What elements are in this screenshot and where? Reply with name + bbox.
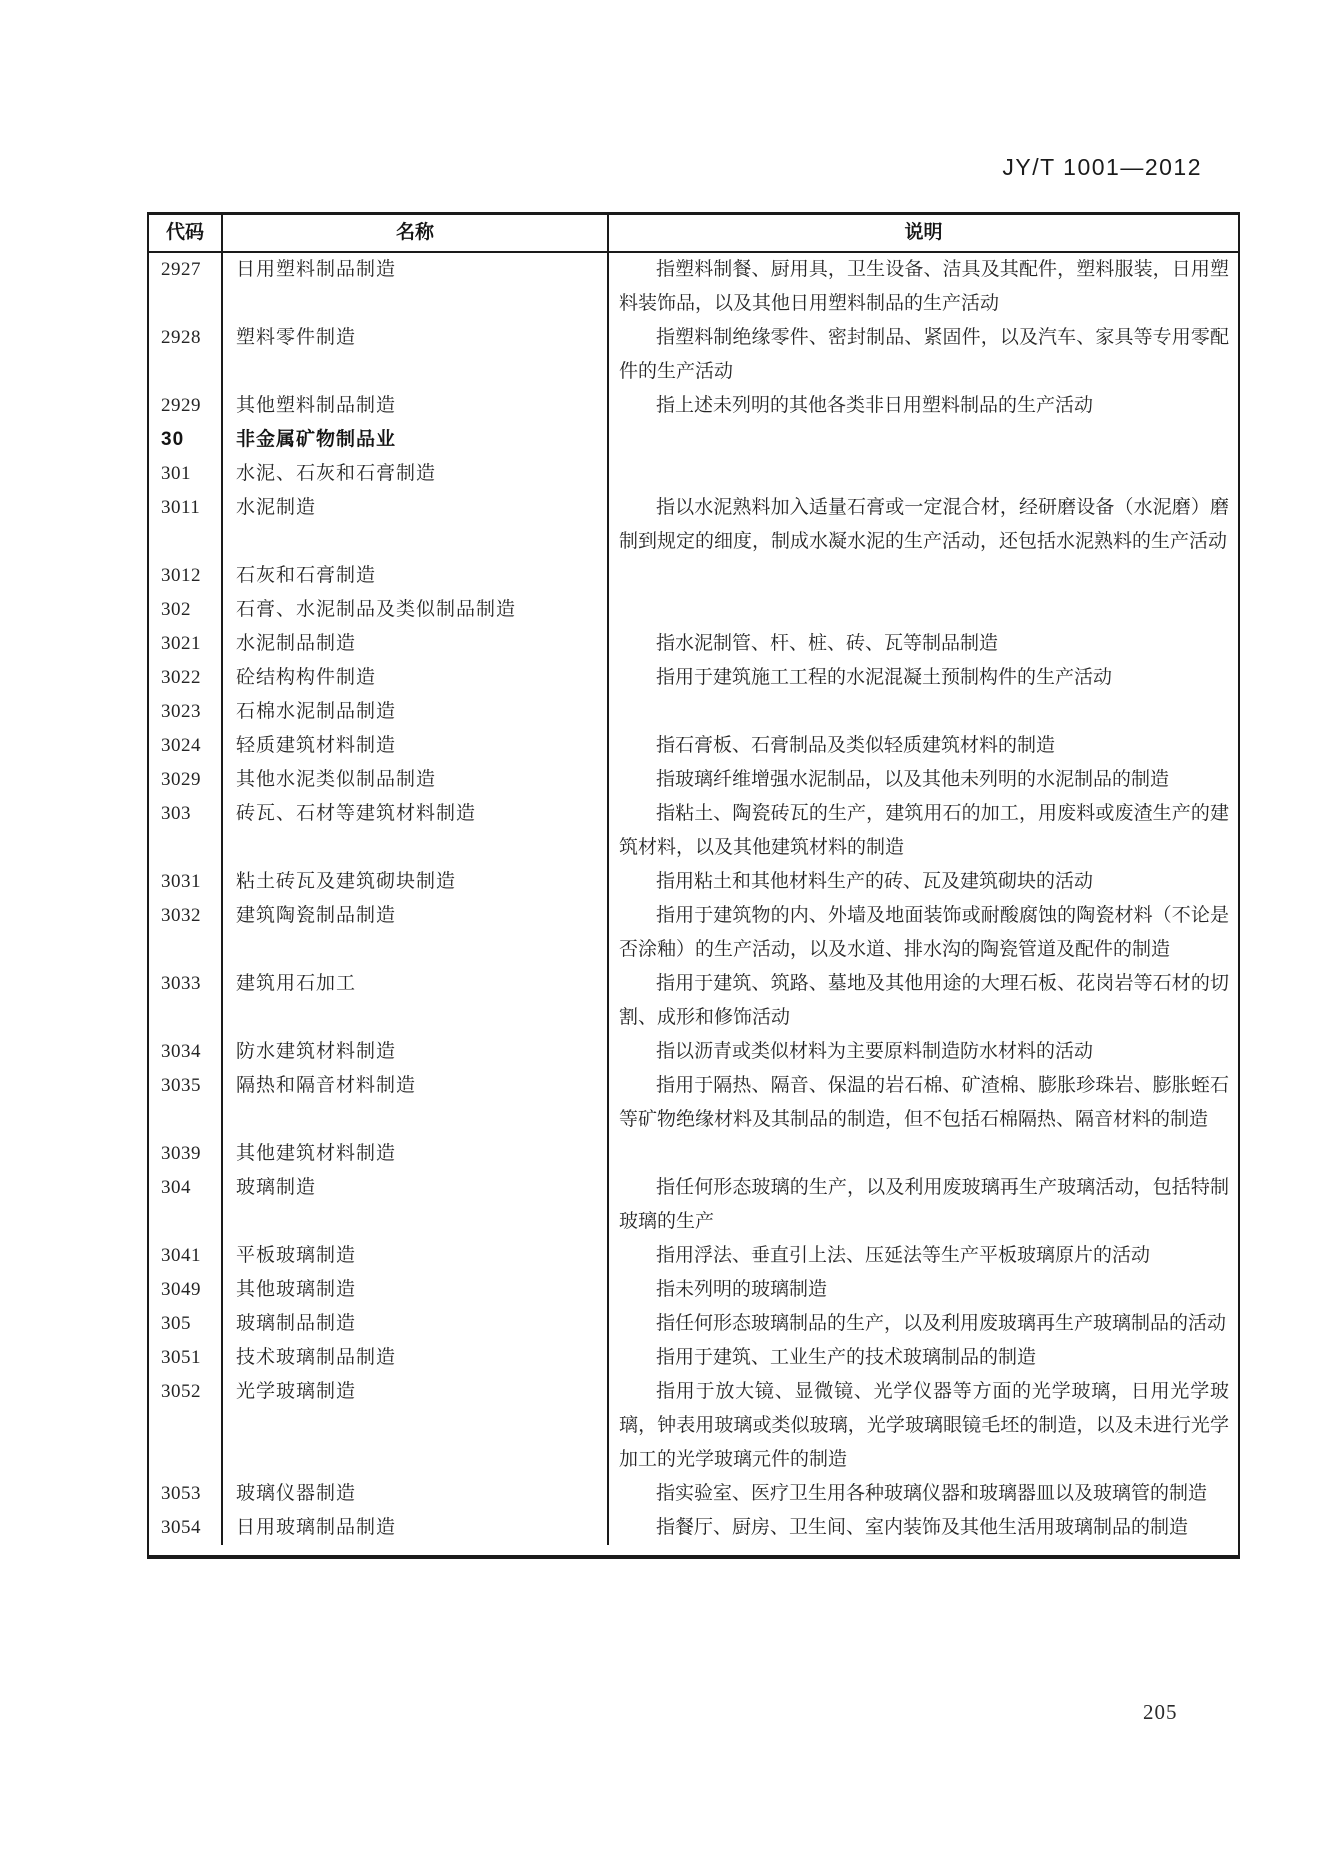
description-cell — [609, 1239, 1238, 1273]
description-cell — [609, 797, 1238, 865]
description-cell — [609, 1273, 1238, 1307]
description-text: 指实验室、医疗卫生用各种玻璃仪器和玻璃器皿以及玻璃管的制造 — [656, 1483, 1208, 1504]
description-cell — [609, 423, 1238, 457]
code-cell: 3023 — [149, 695, 223, 729]
code-cell: 2927 — [149, 253, 223, 321]
description-cell — [609, 253, 1238, 321]
table-row — [149, 729, 1238, 763]
code-cell: 2929 — [149, 389, 223, 423]
description-cell — [609, 1307, 1238, 1341]
code-cell: 3054 — [149, 1511, 223, 1545]
description-cell — [609, 967, 1238, 1035]
description-cell — [609, 559, 1238, 593]
table-row — [149, 865, 1238, 899]
description-text: 指用于建筑、工业生产的技术玻璃制品的制造 — [656, 1347, 1037, 1368]
description-cell — [609, 1035, 1238, 1069]
name-cell: 轻质建筑材料制造 — [223, 729, 609, 763]
description-cell — [609, 899, 1238, 967]
description-text: 指石膏板、石膏制品及类似轻质建筑材料的制造 — [656, 735, 1056, 756]
table-row — [149, 389, 1238, 423]
description-cell — [609, 1171, 1238, 1239]
table-row — [149, 1171, 1238, 1239]
table-body — [149, 253, 1238, 1555]
description-text: 指水泥制管、杆、桩、砖、瓦等制品制造 — [656, 633, 999, 654]
table-row — [149, 1273, 1238, 1307]
column-header-code: 代码 — [149, 215, 223, 251]
description-text: 指任何形态玻璃的生产，以及利用废玻璃再生产玻璃活动，包括特制玻璃的生产 — [619, 1177, 1229, 1232]
description-text: 指以沥青或类似材料为主要原料制造防水材料的活动 — [656, 1041, 1094, 1062]
description-cell — [609, 763, 1238, 797]
description-cell — [609, 729, 1238, 763]
code-cell: 3041 — [149, 1239, 223, 1273]
description-cell — [609, 1137, 1238, 1171]
code-cell: 3034 — [149, 1035, 223, 1069]
code-cell: 3032 — [149, 899, 223, 967]
description-cell — [609, 457, 1238, 491]
table-row — [149, 1239, 1238, 1273]
table-row — [149, 661, 1238, 695]
name-cell: 平板玻璃制造 — [223, 1239, 609, 1273]
description-text: 指以水泥熟料加入适量石膏或一定混合材，经研磨设备（水泥磨）磨制到规定的细度，制成水凝水泥的生产活动，还包括水泥熟料的生产活动 — [619, 497, 1229, 552]
name-cell: 防水建筑材料制造 — [223, 1035, 609, 1069]
name-cell: 水泥制品制造 — [223, 627, 609, 661]
name-cell: 水泥制造 — [223, 491, 609, 559]
classification-table — [147, 212, 1240, 1559]
column-header-name: 名称 — [223, 215, 609, 251]
code-cell: 3029 — [149, 763, 223, 797]
table-row — [149, 1477, 1238, 1511]
code-cell: 3035 — [149, 1069, 223, 1137]
code-cell: 302 — [149, 593, 223, 627]
description-text: 指用于建筑施工工程的水泥混凝土预制构件的生产活动 — [656, 667, 1113, 688]
description-cell — [609, 321, 1238, 389]
name-cell: 技术玻璃制品制造 — [223, 1341, 609, 1375]
table-row — [149, 797, 1238, 865]
description-text: 指用浮法、垂直引上法、压延法等生产平板玻璃原片的活动 — [656, 1245, 1151, 1266]
name-cell: 石灰和石膏制造 — [223, 559, 609, 593]
description-cell — [609, 491, 1238, 559]
description-text: 指任何形态玻璃制品的生产，以及利用废玻璃再生产玻璃制品的活动 — [656, 1313, 1227, 1334]
name-cell: 塑料零件制造 — [223, 321, 609, 389]
name-cell: 其他塑料制品制造 — [223, 389, 609, 423]
table-row — [149, 1341, 1238, 1375]
code-cell: 3053 — [149, 1477, 223, 1511]
table-row — [149, 763, 1238, 797]
description-cell — [609, 865, 1238, 899]
code-cell: 3049 — [149, 1273, 223, 1307]
table-row — [149, 457, 1238, 491]
code-cell: 305 — [149, 1307, 223, 1341]
description-cell — [609, 695, 1238, 729]
table-row — [149, 1375, 1238, 1477]
table-header-row — [149, 215, 1238, 253]
code-cell: 3051 — [149, 1341, 223, 1375]
name-cell: 隔热和隔音材料制造 — [223, 1069, 609, 1137]
table-row — [149, 627, 1238, 661]
name-cell: 砖瓦、石材等建筑材料制造 — [223, 797, 609, 865]
page-number: 205 — [1143, 1700, 1178, 1724]
description-text: 指塑料制餐、厨用具，卫生设备、洁具及其配件，塑料服装，日用塑料装饰品，以及其他日用塑料制品的生产活动 — [619, 259, 1229, 314]
name-cell: 玻璃制品制造 — [223, 1307, 609, 1341]
name-cell: 日用玻璃制品制造 — [223, 1511, 609, 1545]
description-text: 指未列明的玻璃制造 — [656, 1279, 828, 1300]
doc-number: JY/T 1001—2012 — [1002, 154, 1202, 180]
name-cell: 日用塑料制品制造 — [223, 253, 609, 321]
name-cell: 光学玻璃制造 — [223, 1375, 609, 1477]
description-cell — [609, 1511, 1238, 1545]
table-row — [149, 491, 1238, 559]
description-cell — [609, 1341, 1238, 1375]
description-cell — [609, 1069, 1238, 1137]
description-text: 指玻璃纤维增强水泥制品，以及其他未列明的水泥制品的制造 — [656, 769, 1170, 790]
code-cell: 30 — [149, 423, 223, 457]
description-cell — [609, 627, 1238, 661]
description-text: 指用粘土和其他材料生产的砖、瓦及建筑砌块的活动 — [656, 871, 1094, 892]
description-text: 指用于隔热、隔音、保温的岩石棉、矿渣棉、膨胀珍珠岩、膨胀蛭石等矿物绝缘材料及其制品的制造，但不包括石棉隔热、隔音材料的制造 — [619, 1075, 1229, 1130]
table-row — [149, 559, 1238, 593]
code-cell: 3012 — [149, 559, 223, 593]
name-cell: 其他建筑材料制造 — [223, 1137, 609, 1171]
table-row — [149, 695, 1238, 729]
name-cell: 石膏、水泥制品及类似制品制造 — [223, 593, 609, 627]
description-cell — [609, 661, 1238, 695]
name-cell: 建筑陶瓷制品制造 — [223, 899, 609, 967]
code-cell: 3024 — [149, 729, 223, 763]
name-cell: 水泥、石灰和石膏制造 — [223, 457, 609, 491]
table-row — [149, 1137, 1238, 1171]
table-row — [149, 899, 1238, 967]
description-text: 指用于建筑物的内、外墙及地面装饰或耐酸腐蚀的陶瓷材料（不论是否涂釉）的生产活动，以及水道、排水沟的陶瓷管道及配件的制造 — [619, 905, 1229, 960]
description-text: 指上述未列明的其他各类非日用塑料制品的生产活动 — [656, 395, 1094, 416]
code-cell: 3021 — [149, 627, 223, 661]
description-text: 指用于建筑、筑路、墓地及其他用途的大理石板、花岗岩等石材的切割、成形和修饰活动 — [619, 973, 1229, 1028]
name-cell: 其他玻璃制造 — [223, 1273, 609, 1307]
description-cell — [609, 593, 1238, 627]
description-cell — [609, 389, 1238, 423]
name-cell: 其他水泥类似制品制造 — [223, 763, 609, 797]
code-cell: 301 — [149, 457, 223, 491]
table-row — [149, 1035, 1238, 1069]
code-cell: 2928 — [149, 321, 223, 389]
name-cell: 砼结构构件制造 — [223, 661, 609, 695]
name-cell: 石棉水泥制品制造 — [223, 695, 609, 729]
table-row — [149, 321, 1238, 389]
name-cell: 非金属矿物制品业 — [223, 423, 609, 457]
name-cell: 玻璃制造 — [223, 1171, 609, 1239]
table-row — [149, 253, 1238, 321]
table-row — [149, 1307, 1238, 1341]
name-cell: 玻璃仪器制造 — [223, 1477, 609, 1511]
name-cell: 粘土砖瓦及建筑砌块制造 — [223, 865, 609, 899]
table-row — [149, 593, 1238, 627]
code-cell: 3022 — [149, 661, 223, 695]
code-cell: 3031 — [149, 865, 223, 899]
code-cell: 3011 — [149, 491, 223, 559]
name-cell: 建筑用石加工 — [223, 967, 609, 1035]
table-row — [149, 967, 1238, 1035]
code-cell: 3033 — [149, 967, 223, 1035]
description-cell — [609, 1477, 1238, 1511]
description-text: 指餐厅、厨房、卫生间、室内装饰及其他生活用玻璃制品的制造 — [656, 1517, 1189, 1538]
code-cell: 304 — [149, 1171, 223, 1239]
code-cell: 3052 — [149, 1375, 223, 1477]
table-row — [149, 1069, 1238, 1137]
code-cell: 303 — [149, 797, 223, 865]
code-cell: 3039 — [149, 1137, 223, 1171]
column-header-description: 说明 — [904, 222, 943, 243]
table-row — [149, 1511, 1238, 1545]
description-cell — [609, 1375, 1238, 1477]
description-text: 指用于放大镜、显微镜、光学仪器等方面的光学玻璃，日用光学玻璃，钟表用玻璃或类似玻璃，光学玻璃眼镜毛坯的制造，以及未进行光学加工的光学玻璃元件的制造 — [619, 1381, 1229, 1470]
description-text: 指粘土、陶瓷砖瓦的生产，建筑用石的加工，用废料或废渣生产的建筑材料，以及其他建筑材料的制造 — [619, 803, 1229, 858]
table-row — [149, 423, 1238, 457]
description-text: 指塑料制绝缘零件、密封制品、紧固件，以及汽车、家具等专用零配件的生产活动 — [619, 327, 1229, 382]
